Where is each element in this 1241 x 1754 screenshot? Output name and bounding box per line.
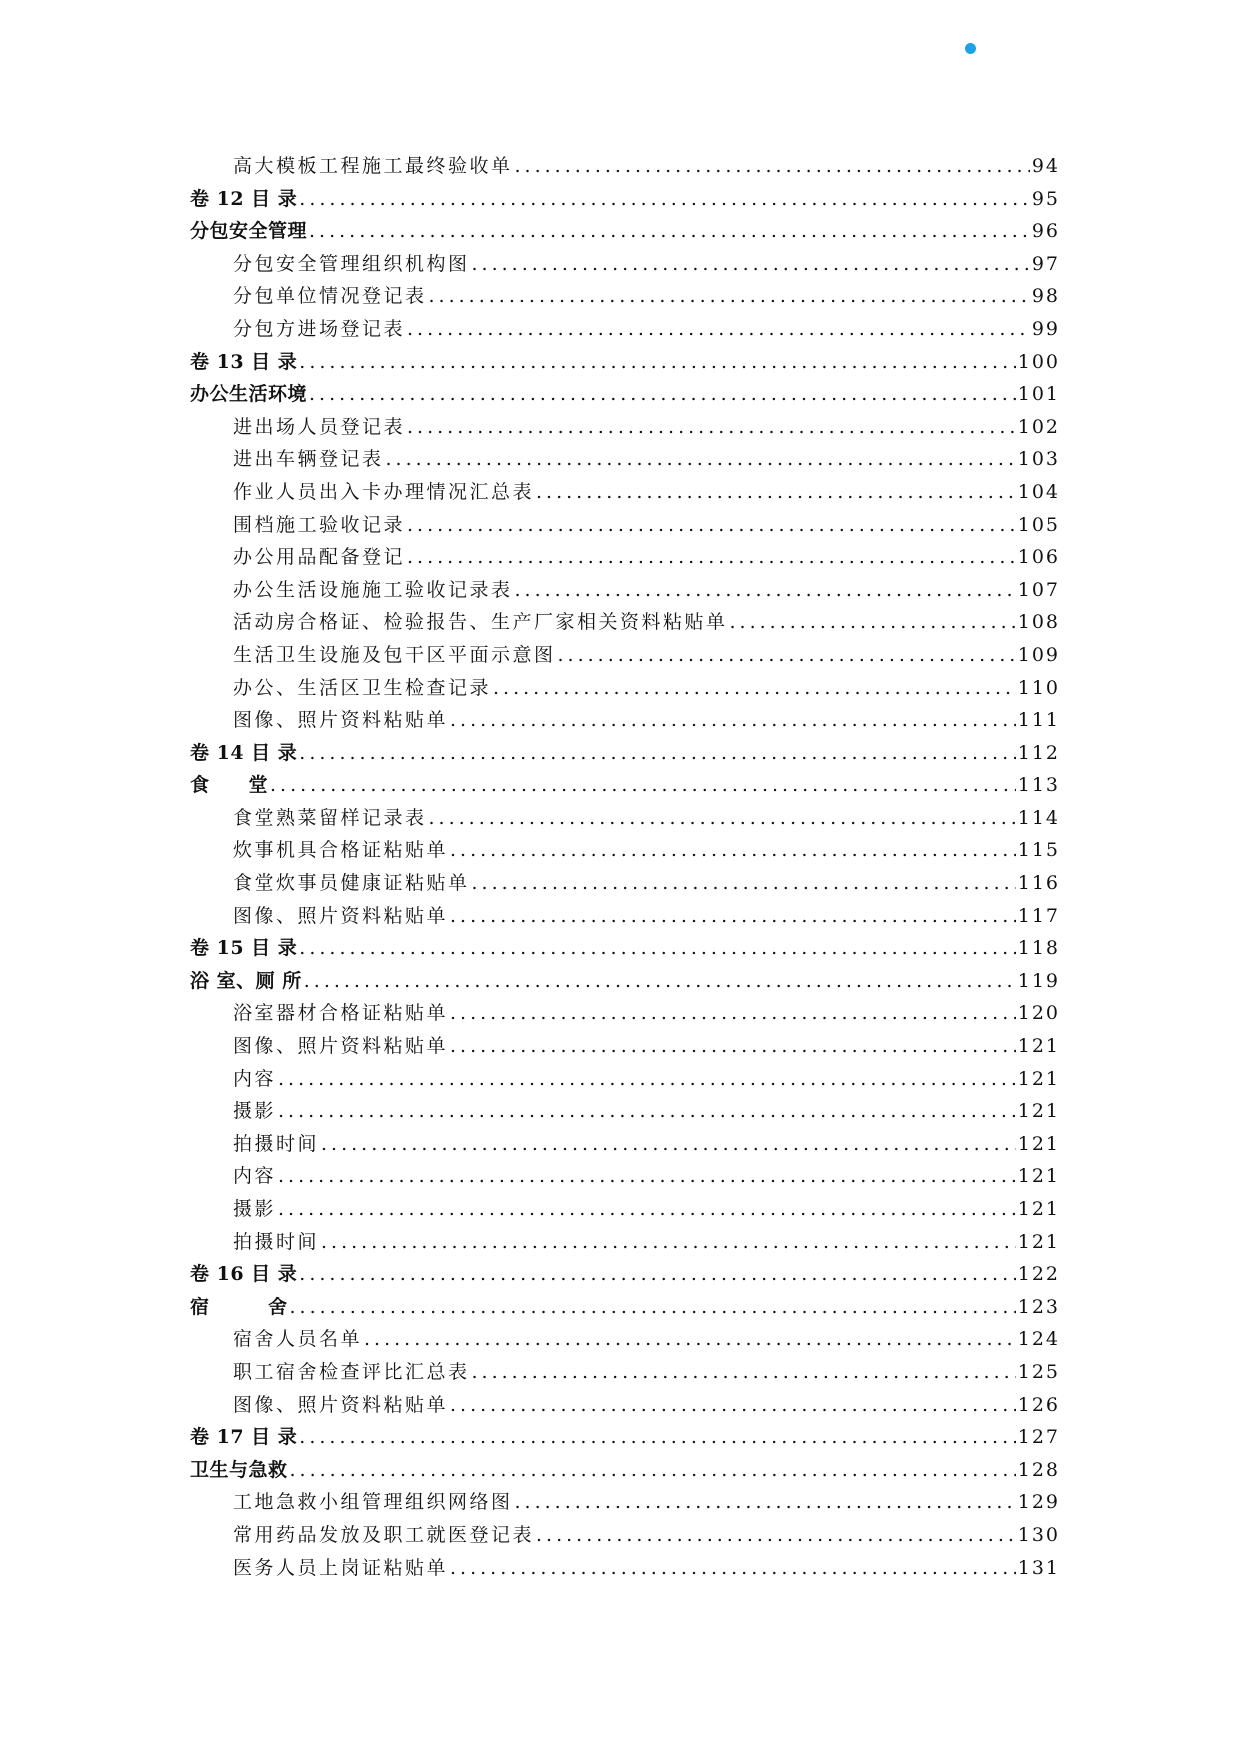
toc-dot-leader	[309, 378, 1016, 411]
toc-entry[interactable]	[190, 1486, 1060, 1519]
toc-entry-title: 围档施工验收记录	[233, 513, 406, 536]
toc-dot-leader	[472, 1356, 1016, 1389]
toc-entry[interactable]	[190, 672, 1060, 705]
toc-entry-page-number: 116	[1017, 872, 1060, 895]
toc-entry-page-number: 105	[1017, 513, 1060, 536]
toc-entry-page-number: 127	[1017, 1426, 1060, 1449]
toc-dot-leader	[364, 1323, 1016, 1356]
toc-entry-title: 食堂炊事员健康证粘贴单	[233, 872, 470, 895]
toc-entry-page-number: 124	[1017, 1328, 1060, 1351]
toc-entry[interactable]	[190, 541, 1060, 574]
toc-entry-title: 卷 17 目 录	[190, 1426, 298, 1449]
toc-dot-leader	[407, 541, 1016, 574]
toc-entry-page-number: 120	[1017, 1002, 1060, 1025]
toc-section-entry[interactable]	[190, 769, 1060, 802]
toc-entry[interactable]	[190, 1160, 1060, 1193]
toc-entry-page-number: 96	[1031, 220, 1060, 243]
toc-entry[interactable]	[190, 802, 1060, 835]
toc-entry[interactable]	[190, 574, 1060, 607]
toc-entry[interactable]	[190, 1063, 1060, 1096]
toc-dot-leader	[730, 606, 1016, 639]
toc-dot-leader	[321, 1128, 1016, 1161]
toc-entry[interactable]	[190, 704, 1060, 737]
toc-entry-title: 卷 12 目 录	[190, 187, 298, 210]
toc-entry[interactable]	[190, 1193, 1060, 1226]
toc-entry-title: 图像、照片资料粘贴单	[233, 904, 449, 927]
toc-dot-leader	[304, 965, 1016, 998]
toc-entry[interactable]	[190, 1389, 1060, 1422]
toc-dot-leader	[299, 1421, 1015, 1454]
toc-entry[interactable]	[190, 313, 1060, 346]
toc-section-entry[interactable]	[190, 346, 1060, 379]
toc-entry-title: 工地急救小组管理组织网络图	[233, 1491, 513, 1514]
toc-entry-page-number: 113	[1017, 774, 1060, 797]
toc-entry-title: 宿舍人员名单	[233, 1328, 363, 1351]
toc-entry-page-number: 101	[1017, 383, 1060, 406]
toc-entry[interactable]	[190, 1323, 1060, 1356]
toc-entry[interactable]	[190, 1226, 1060, 1259]
toc-entry-page-number: 125	[1017, 1360, 1060, 1383]
toc-entry-page-number: 98	[1031, 285, 1060, 308]
toc-dot-leader	[299, 346, 1015, 379]
toc-dot-leader	[472, 867, 1016, 900]
toc-entry-page-number: 121	[1017, 1132, 1060, 1155]
toc-entry-page-number: 123	[1017, 1295, 1060, 1318]
toc-entry-title: 浴室器材合格证粘贴单	[233, 1002, 449, 1025]
toc-entry-title: 医务人员上岗证粘贴单	[233, 1556, 449, 1579]
toc-entry[interactable]	[190, 1030, 1060, 1063]
toc-section-entry[interactable]	[190, 1421, 1060, 1454]
toc-section-entry[interactable]	[190, 378, 1060, 411]
toc-dot-leader	[321, 1226, 1016, 1259]
toc-entry-title: 办公生活环境	[190, 383, 308, 406]
toc-entry[interactable]	[190, 476, 1060, 509]
toc-entry[interactable]	[190, 1552, 1060, 1585]
toc-dot-leader	[450, 900, 1016, 933]
toc-entry-page-number: 121	[1017, 1198, 1060, 1220]
toc-entry-page-number: 110	[1017, 676, 1060, 699]
toc-entry-page-number: 104	[1017, 480, 1060, 503]
toc-entry[interactable]	[190, 411, 1060, 444]
toc-dot-leader	[515, 574, 1016, 607]
toc-entry[interactable]	[190, 1519, 1060, 1552]
toc-entry-page-number: 121	[1017, 1230, 1060, 1253]
toc-entry-title: 摄影	[233, 1198, 277, 1220]
toc-entry-title: 分包安全管理	[190, 220, 308, 243]
toc-entry-title: 浴 室、厕 所	[190, 969, 302, 992]
toc-section-entry[interactable]	[190, 1454, 1060, 1487]
toc-dot-leader	[299, 932, 1015, 965]
toc-entry-page-number: 106	[1017, 546, 1060, 569]
toc-entry-title: 炊事机具合格证粘贴单	[233, 839, 449, 862]
toc-section-entry[interactable]	[190, 215, 1060, 248]
toc-entry-title: 常用药品发放及职工就医登记表	[233, 1523, 535, 1546]
toc-dot-leader	[278, 1193, 1016, 1226]
toc-entry[interactable]	[190, 443, 1060, 476]
toc-entry-title: 宿 舍	[190, 1295, 288, 1318]
toc-entry-page-number: 130	[1017, 1523, 1060, 1546]
toc-entry-title: 活动房合格证、检验报告、生产厂家相关资料粘贴单	[233, 611, 728, 634]
toc-entry-title: 办公生活设施施工验收记录表	[233, 578, 513, 601]
toc-dot-leader	[278, 1160, 1016, 1193]
toc-entry-title: 分包单位情况登记表	[233, 285, 427, 308]
toc-entry-title: 卷 15 目 录	[190, 937, 298, 960]
toc-dot-leader	[270, 769, 1016, 802]
toc-entry-page-number: 97	[1031, 252, 1060, 275]
toc-section-entry[interactable]	[190, 1258, 1060, 1291]
toc-dot-leader	[450, 834, 1016, 867]
toc-entry[interactable]	[190, 867, 1060, 900]
toc-entry-page-number: 107	[1017, 578, 1060, 601]
toc-entry-title: 办公用品配备登记	[233, 546, 406, 569]
toc-entry-title: 摄影	[233, 1100, 277, 1123]
toc-entry-page-number: 126	[1017, 1393, 1060, 1416]
toc-dot-leader	[299, 183, 1030, 216]
toc-entry-page-number: 118	[1017, 937, 1060, 960]
toc-entry-title: 办公、生活区卫生检查记录	[233, 676, 492, 699]
toc-entry[interactable]	[190, 1356, 1060, 1389]
toc-dot-leader	[450, 704, 1016, 737]
toc-entry-page-number: 103	[1017, 448, 1060, 471]
toc-entry-page-number: 111	[1017, 709, 1060, 732]
toc-section-entry[interactable]	[190, 737, 1060, 770]
toc-entry-page-number: 122	[1017, 1263, 1060, 1286]
toc-entry-title: 食 堂	[190, 774, 269, 797]
toc-dot-leader	[515, 150, 1030, 183]
toc-entry-title: 食堂熟菜留样记录表	[233, 806, 427, 829]
toc-entry-title: 进出场人员登记表	[233, 415, 406, 438]
toc-entry-page-number: 121	[1017, 1035, 1060, 1058]
toc-dot-leader	[407, 313, 1030, 346]
toc-dot-leader	[558, 639, 1016, 672]
toc-entry-title: 拍摄时间	[233, 1132, 320, 1155]
toc-entry[interactable]	[190, 606, 1060, 639]
toc-entry[interactable]	[190, 280, 1060, 313]
toc-entry-title: 分包方进场登记表	[233, 317, 406, 340]
toc-entry-title: 内容	[233, 1067, 277, 1090]
toc-dot-leader	[278, 1063, 1016, 1096]
toc-entry-title: 拍摄时间	[233, 1230, 320, 1253]
toc-dot-leader	[429, 280, 1030, 313]
toc-entry-page-number: 117	[1017, 904, 1060, 927]
toc-entry-page-number: 94	[1031, 155, 1060, 177]
toc-dot-leader	[450, 997, 1016, 1030]
toc-entry-page-number: 115	[1017, 839, 1060, 862]
toc-entry[interactable]	[190, 900, 1060, 933]
toc-entry-page-number: 99	[1031, 317, 1060, 340]
toc-entry-title: 作业人员出入卡办理情况汇总表	[233, 480, 535, 503]
toc-dot-leader	[429, 802, 1016, 835]
toc-section-entry[interactable]	[190, 183, 1060, 216]
toc-entry[interactable]	[190, 997, 1060, 1030]
toc-dot-leader	[386, 443, 1016, 476]
toc-entry-title: 图像、照片资料粘贴单	[233, 1035, 449, 1058]
toc-entry-title: 卷 16 目 录	[190, 1263, 298, 1286]
toc-entry-page-number: 121	[1017, 1165, 1060, 1188]
toc-entry-page-number: 129	[1017, 1491, 1060, 1514]
toc-entry-page-number: 128	[1017, 1458, 1060, 1481]
toc-entry-title: 内容	[233, 1165, 277, 1188]
toc-entry-title: 高大模板工程施工最终验收单	[233, 155, 513, 177]
toc-entry-title: 卷 14 目 录	[190, 741, 298, 764]
toc-entry-page-number: 108	[1017, 611, 1060, 634]
toc-dot-leader	[450, 1030, 1016, 1063]
toc-entry-page-number: 112	[1017, 741, 1060, 764]
toc-dot-leader	[290, 1454, 1016, 1487]
toc-dot-leader	[407, 411, 1016, 444]
toc-entry-page-number: 119	[1017, 969, 1060, 992]
toc-dot-leader	[515, 1486, 1016, 1519]
toc-section-entry[interactable]	[190, 965, 1060, 998]
toc-dot-leader	[407, 509, 1016, 542]
toc-dot-leader	[450, 1389, 1016, 1422]
table-of-contents	[190, 150, 1060, 1584]
toc-dot-leader	[472, 248, 1030, 281]
toc-entry[interactable]	[190, 834, 1060, 867]
toc-dot-leader	[536, 476, 1016, 509]
decorative-dot	[965, 43, 976, 54]
toc-entry-title: 图像、照片资料粘贴单	[233, 709, 449, 732]
toc-dot-leader	[536, 1519, 1016, 1552]
toc-entry-page-number: 121	[1017, 1067, 1060, 1090]
toc-dot-leader	[450, 1552, 1016, 1585]
toc-dot-leader	[299, 1258, 1015, 1291]
toc-entry-page-number: 131	[1017, 1556, 1060, 1579]
toc-entry[interactable]	[190, 150, 1060, 183]
toc-entry-title: 图像、照片资料粘贴单	[233, 1393, 449, 1416]
toc-entry-title: 卫生与急救	[190, 1458, 288, 1481]
toc-entry-title: 职工宿舍检查评比汇总表	[233, 1360, 470, 1383]
toc-entry-title: 生活卫生设施及包干区平面示意图	[233, 643, 556, 666]
toc-entry-page-number: 100	[1017, 350, 1060, 373]
toc-dot-leader	[278, 1095, 1016, 1128]
toc-section-entry[interactable]	[190, 932, 1060, 965]
toc-dot-leader	[309, 215, 1030, 248]
toc-entry[interactable]	[190, 248, 1060, 281]
toc-entry-page-number: 109	[1017, 643, 1060, 666]
toc-dot-leader	[299, 737, 1015, 770]
toc-entry[interactable]	[190, 639, 1060, 672]
toc-entry-page-number: 95	[1031, 187, 1060, 210]
toc-entry-page-number: 102	[1017, 415, 1060, 438]
toc-entry-page-number: 114	[1017, 806, 1060, 829]
toc-entry-page-number: 121	[1017, 1100, 1060, 1123]
toc-entry[interactable]	[190, 1128, 1060, 1161]
toc-entry[interactable]	[190, 509, 1060, 542]
toc-entry-title: 分包安全管理组织机构图	[233, 252, 470, 275]
toc-section-entry[interactable]	[190, 1291, 1060, 1324]
toc-entry-title: 卷 13 目 录	[190, 350, 298, 373]
toc-dot-leader	[493, 672, 1016, 705]
toc-entry-title: 进出车辆登记表	[233, 448, 384, 471]
toc-entry[interactable]	[190, 1095, 1060, 1128]
toc-dot-leader	[290, 1291, 1016, 1324]
